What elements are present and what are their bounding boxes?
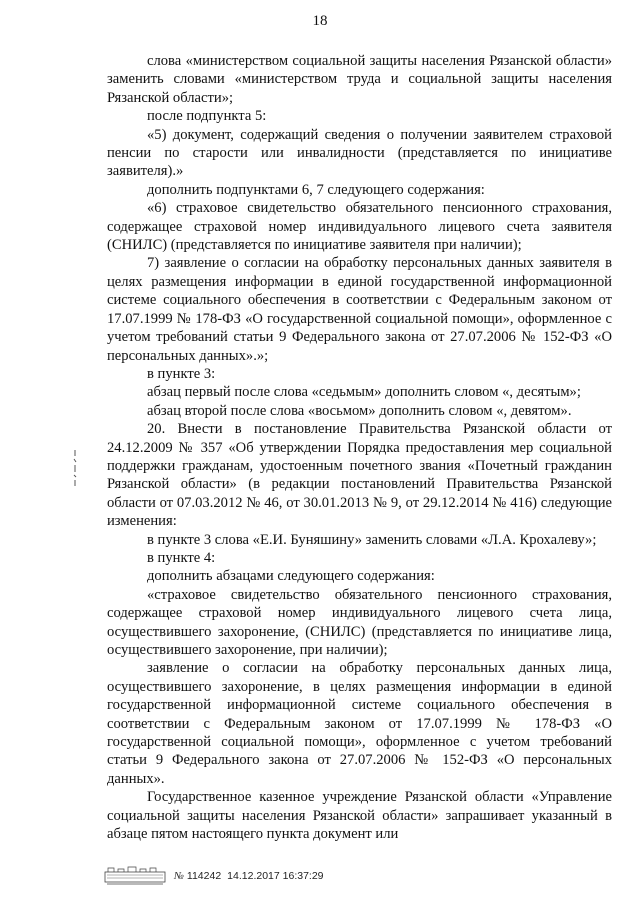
binding-mark	[72, 450, 78, 490]
paragraph: дополнить подпунктами 6, 7 следующего содержания:	[147, 181, 485, 198]
document-number: 114242	[186, 870, 222, 882]
paragraph: «5) документ, содержащий сведения о получении заявителем страховой пенсии по старости или инвалидности (представляется по инициативе заявителя).»	[107, 126, 612, 180]
paragraph: слова «министерством социальной защиты населения Рязанской области» заменить словами «министерством труда и социальной защиты населения Рязанской области»;	[107, 53, 612, 106]
paragraph: «страховое свидетельство обязательного пенсионного страхования, содержащее страховой номер индивидуального лицевого счета лица, осуществившего захоронение, (СНИЛС) (представляется по инициативе лица, осуществившего захоронение, при наличии);	[107, 586, 612, 658]
registry-stamp-icon	[104, 866, 166, 886]
document-datetime: 14.12.2017 16:37:29	[227, 870, 324, 882]
paragraph: Государственное казенное учреждение Рязанской области «Управление социальной защиты населения Рязанской области» запрашивает указанный в абзаце пятом настоящего пункта документ или	[107, 789, 612, 843]
document-body	[107, 52, 612, 843]
document-number-symbol: №	[174, 870, 184, 882]
paragraph: в пункте 3 слова «Е.И. Буняшину» заменить словами «Л.А. Крохалеву»;	[147, 531, 597, 548]
paragraph: 20. Внести в постановление Правительства Рязанской области от 24.12.2009 № 357 «Об утверждении Порядка предоставления мер социальной поддержки гражданам, удостоенным почетного звания «Почетный гражданин Рязанской области» (в редакции постановлений Правительства Рязанской области от 07.03.2012 № 46, от 30.01.2013 № 9, от 29.12.2014 № 416) следующие изменения:	[107, 421, 612, 530]
paragraph: заявление о согласии на обработку персональных данных лица, осуществившего захоронение, в целях размещения информации в единой государственной информационной системе социального обеспечения в соответствии с Федеральным законом от 17.07.1999 № 178-ФЗ «О государственной социальной помощи», оформленное с учетом требований статьи 9 Федерального закона от 27.07.2006 № 152-ФЗ «О персональных данных».	[107, 660, 612, 787]
paragraph: в пункте 4:	[147, 549, 216, 566]
paragraph: «6) страховое свидетельство обязательного пенсионного страхования, содержащее страховой номер индивидуального лицевого счета заявителя (СНИЛС) (представляется по инициативе заявителя при наличии);	[107, 200, 612, 254]
page-number: 18	[312, 13, 328, 29]
paragraph: 7) заявление о согласии на обработку персональных данных заявителя в целях размещения информации в единой государственной информационной системе социального обеспечения в соответствии с Федеральным законом от 17.07.1999 № 178-ФЗ «О государственной социальной помощи», оформленное с учетом требований статьи 9 Федерального закона от 27.07.2006 № 152-ФЗ «О персональных данных».»;	[107, 255, 612, 364]
paragraph: абзац второй после слова «восьмом» дополнить словом «, девятом».	[147, 402, 572, 419]
document-footer	[104, 865, 324, 887]
paragraph: дополнить абзацами следующего содержания:	[147, 568, 435, 585]
paragraph: после подпункта 5:	[147, 108, 267, 125]
paragraph: абзац первый после слова «седьмым» дополнить словом «, десятым»;	[147, 384, 581, 401]
paragraph: в пункте 3:	[147, 365, 216, 382]
